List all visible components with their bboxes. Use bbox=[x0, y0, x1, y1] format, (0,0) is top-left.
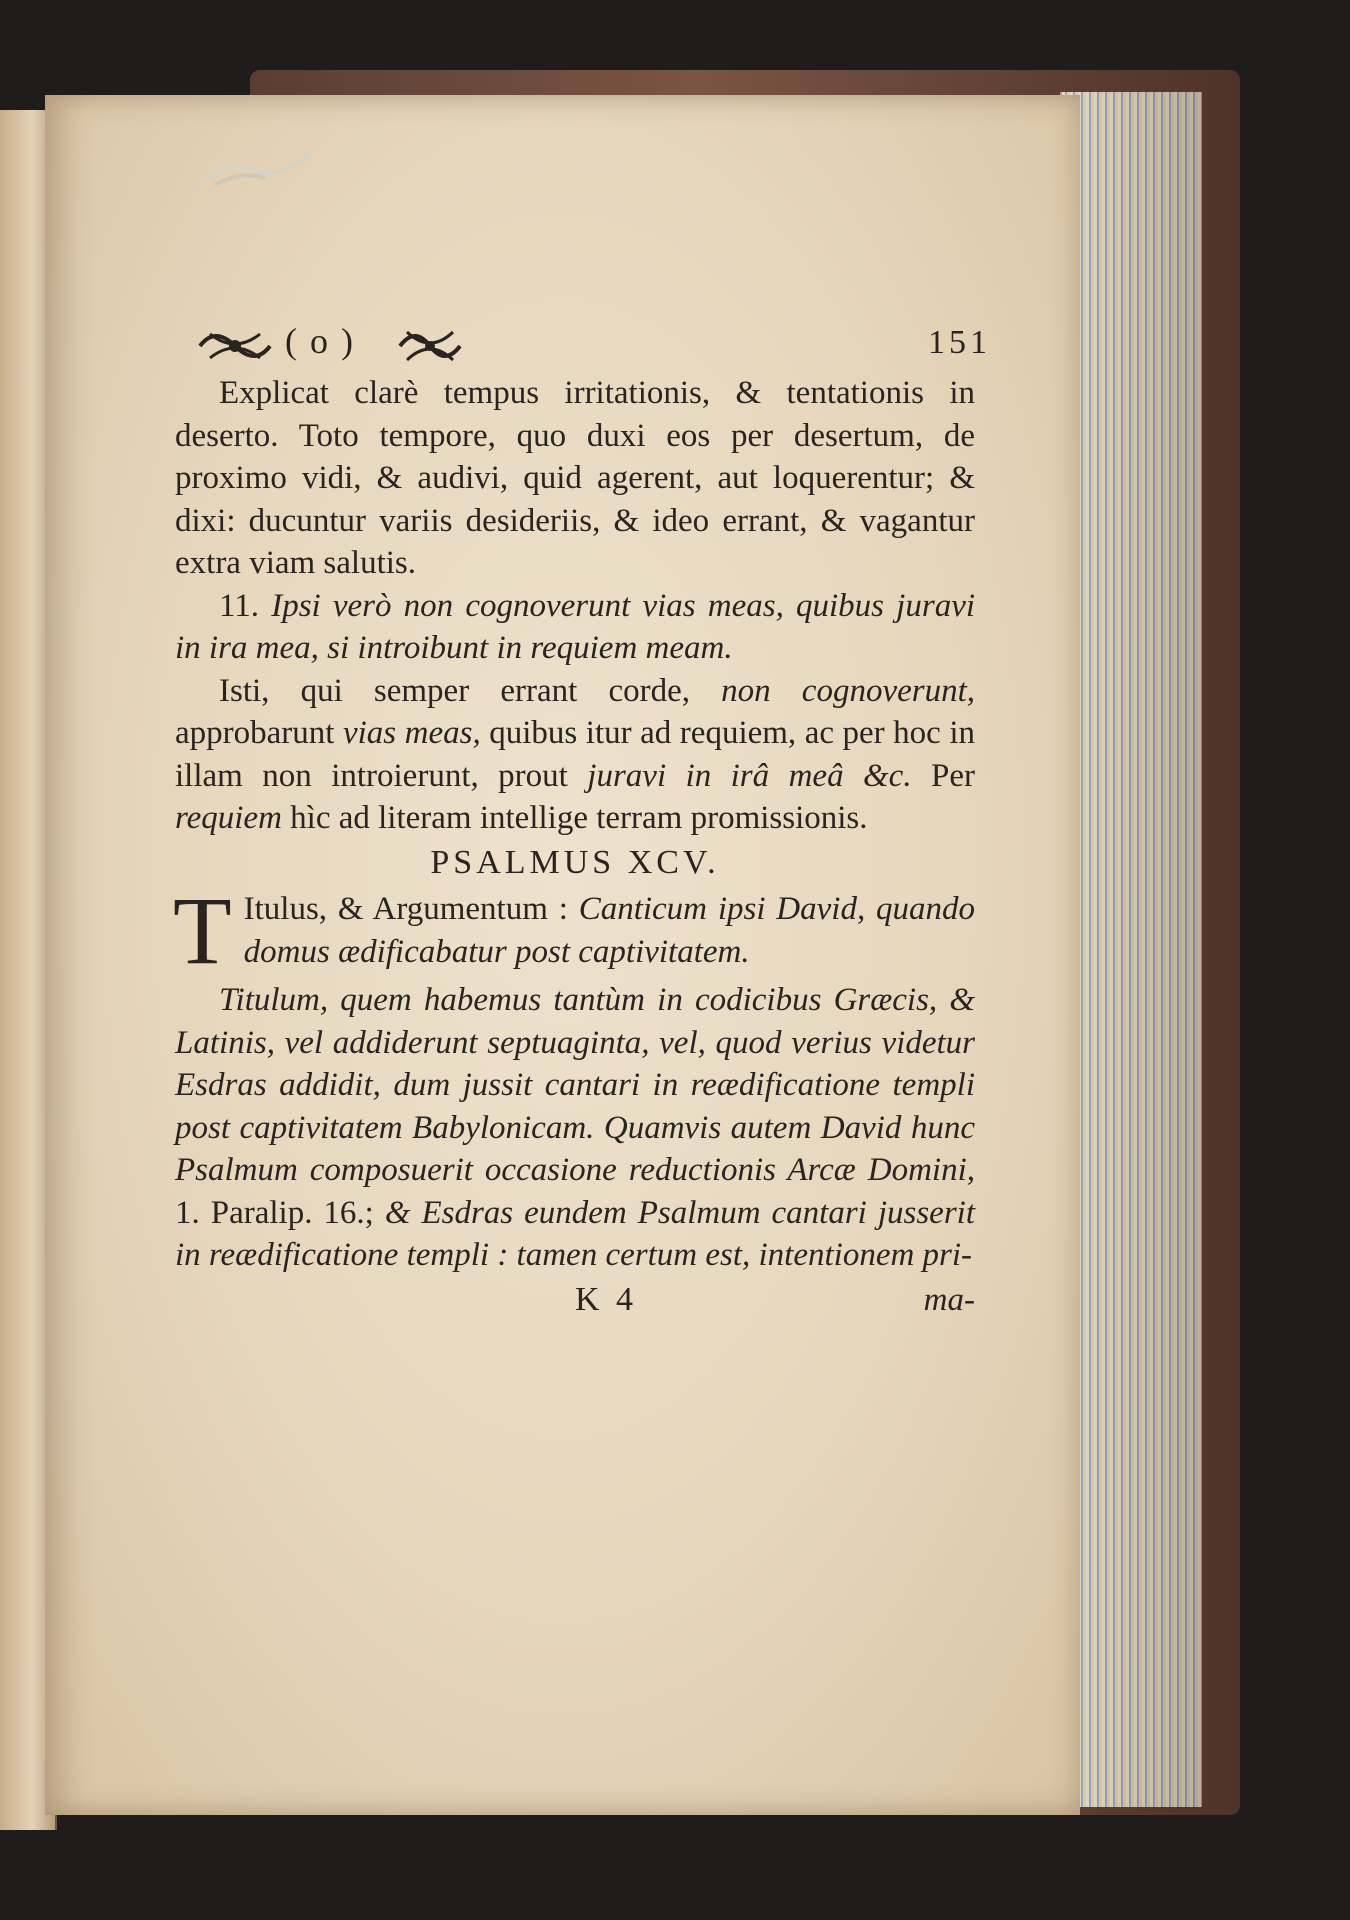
text-run: approbarunt bbox=[175, 715, 335, 751]
title-paragraph bbox=[173, 877, 976, 984]
commentary-paragraph-3 bbox=[175, 979, 975, 1277]
text-run: hìc ad literam intellige terram promissionis. bbox=[290, 800, 868, 836]
right-ornament-icon bbox=[395, 324, 465, 368]
commentary-paragraph-2 bbox=[175, 670, 975, 840]
verse-number: 11. bbox=[219, 587, 260, 624]
page-number: 151 bbox=[928, 324, 991, 361]
left-ornament-icon bbox=[195, 324, 275, 368]
book-page bbox=[45, 95, 1080, 1815]
catchword: ma- bbox=[923, 1281, 975, 1318]
signature-mark: K 4 bbox=[575, 1280, 638, 1318]
italic-run: vias meas, bbox=[342, 715, 481, 751]
bookmark-thread-icon bbox=[195, 140, 315, 200]
verse-11 bbox=[175, 585, 975, 670]
page-fore-edge bbox=[1060, 92, 1202, 1807]
page-text-block bbox=[173, 320, 991, 1323]
verse-text: Ipsi verò non cognoverunt vias meas, quibus juravi in ira mea, si introibunt in requiem meam. bbox=[175, 587, 976, 666]
page-footer bbox=[175, 1279, 975, 1323]
psalm-title: PSALMUS XCV. bbox=[430, 843, 720, 881]
text-run: quibus itur ad requiem, ac per hoc in illam non introierunt, prout bbox=[175, 715, 976, 794]
italic-run: requiem bbox=[175, 800, 282, 836]
folio-mark: ( o ) bbox=[285, 321, 355, 361]
running-header bbox=[195, 320, 991, 372]
text-run: Per bbox=[931, 757, 976, 794]
italic-run: Canticum ipsi David, quando domus ædificabatur post captivitatem. bbox=[243, 891, 976, 970]
text-run: 1. Paralip. 16.; bbox=[175, 1194, 374, 1231]
text-run: Isti, qui semper errant corde, bbox=[219, 672, 690, 709]
drop-cap: T bbox=[173, 877, 232, 984]
italic-run: juravi in irâ meâ &c. bbox=[587, 757, 912, 794]
italic-run: non cognoverunt, bbox=[721, 672, 975, 709]
italic-run: Titulum, quem habemus tantùm in codicibus Græcis, & Latinis, vel addiderunt septuaginta, vel, quod verius videtur Esdras addidit, dum jussit cantari in reædificatione templi post captivitatem Babylonicam. Quamvis autem David hunc Psalmum composuerit occasione reductionis Arcæ Domini, bbox=[175, 982, 975, 1188]
italic-run: & Esdras eundem Psalmum cantari jusserit in reædificatione templi : tamen certum est, intentionem pri- bbox=[175, 1194, 975, 1273]
commentary-paragraph-1: Explicat clarè tempus irritationis, & tentationis in deserto. Toto tempore, quo duxi eos per desertum, de proximo vidi, & audivi, quid agerent, aut loquerentur; & dixi: ducuntur variis desideriis, & ideo errant, & vagantur extra viam salutis. bbox=[175, 375, 975, 581]
text-run: Itulus, & Argumentum : bbox=[243, 891, 568, 927]
